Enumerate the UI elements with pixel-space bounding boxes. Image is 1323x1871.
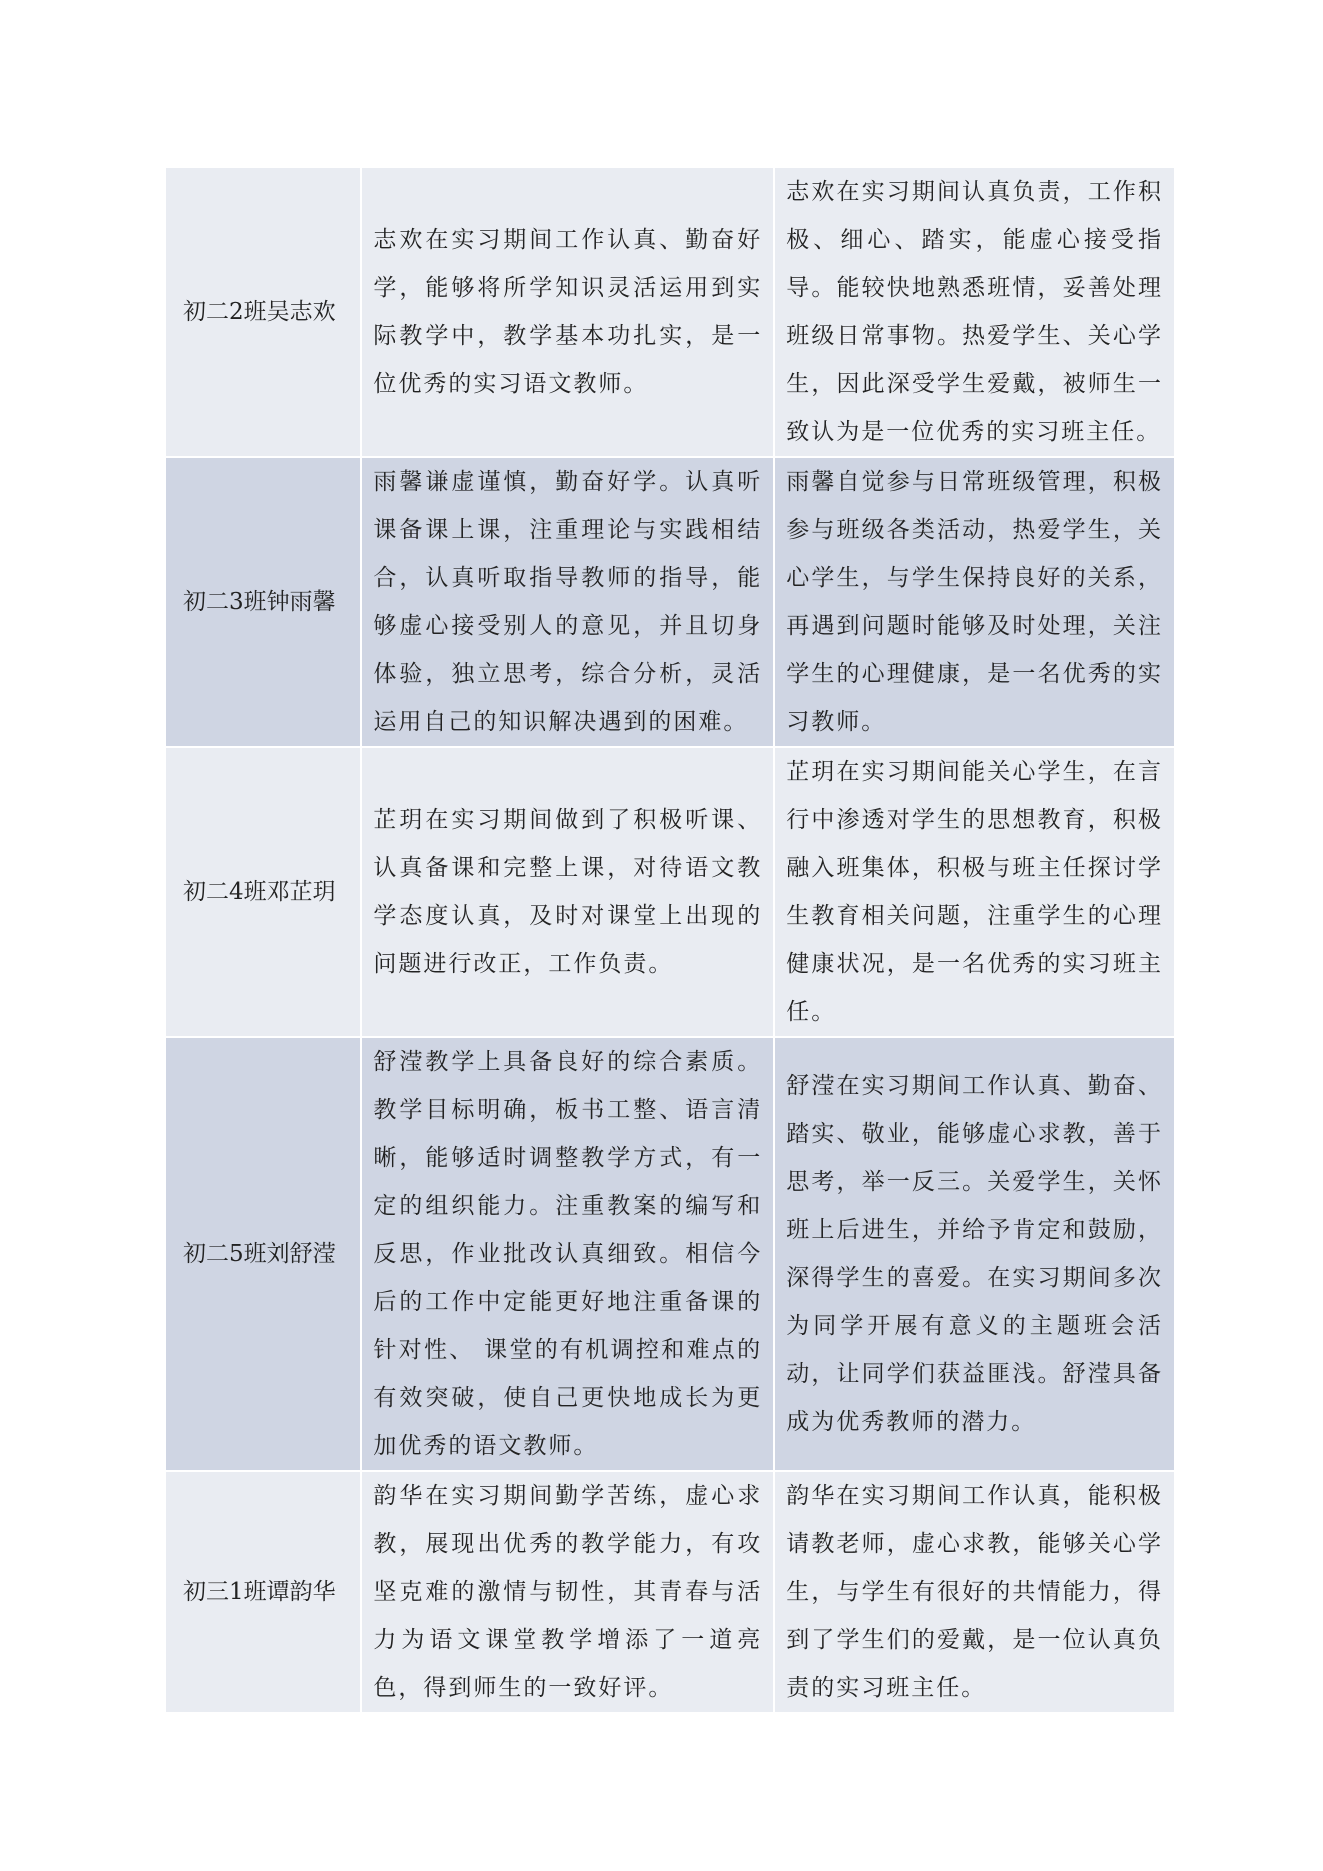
student-name-cell: 初二3班钟雨馨 xyxy=(166,458,360,746)
teaching-evaluation-cell: 韵华在实习期间勤学苦练，虚心求教，展现出优秀的教学能力，有攻坚克难的激情与韧性，其青春与活力为语文课堂教学增添了一道亮色，得到师生的一致好评。 xyxy=(362,1472,773,1712)
student-name-cell: 初二4班邓芷玥 xyxy=(166,748,360,1036)
table-row xyxy=(166,1472,1174,1712)
teaching-evaluation-cell: 志欢在实习期间工作认真、勤奋好学，能够将所学知识灵活运用到实际教学中，教学基本功扎实，是一位优秀的实习语文教师。 xyxy=(362,168,773,456)
table-row xyxy=(166,748,1174,1036)
teaching-evaluation-cell: 芷玥在实习期间做到了积极听课、认真备课和完整上课，对待语文教学态度认真，及时对课堂上出现的问题进行改正，工作负责。 xyxy=(362,748,773,1036)
table-row xyxy=(166,168,1174,456)
class-management-evaluation-cell: 舒滢在实习期间工作认真、勤奋、踏实、敬业，能够虚心求教，善于思考，举一反三。关爱学生，关怀班上后进生，并给予肯定和鼓励，深得学生的喜爱。在实习期间多次为同学开展有意义的主题班会活动，让同学们获益匪浅。舒滢具备成为优秀教师的潜力。 xyxy=(775,1038,1174,1470)
table-row xyxy=(166,458,1174,746)
student-name-cell: 初三1班谭韵华 xyxy=(166,1472,360,1712)
teaching-evaluation-cell: 舒滢教学上具备良好的综合素质。教学目标明确，板书工整、语言清晰，能够适时调整教学方式，有一定的组织能力。注重教案的编写和反思，作业批改认真细致。相信今后的工作中定能更好地注重备课的针对性、 课堂的有机调控和难点的有效突破，使自己更快地成长为更加优秀的语文教师。 xyxy=(362,1038,773,1470)
class-management-evaluation-cell: 韵华在实习期间工作认真，能积极请教老师，虚心求教，能够关心学生，与学生有很好的共情能力，得到了学生们的爱戴，是一位认真负责的实习班主任。 xyxy=(775,1472,1174,1712)
teaching-evaluation-cell: 雨馨谦虚谨慎，勤奋好学。认真听课备课上课，注重理论与实践相结合，认真听取指导教师的指导，能够虚心接受别人的意见，并且切身体验，独立思考，综合分析，灵活运用自己的知识解决遇到的困难。 xyxy=(362,458,773,746)
student-name-cell: 初二5班刘舒滢 xyxy=(166,1038,360,1470)
class-management-evaluation-cell: 志欢在实习期间认真负责，工作积极、细心、踏实，能虚心接受指导。能较快地熟悉班情，妥善处理班级日常事物。热爱学生、关心学生，因此深受学生爱戴，被师生一致认为是一位优秀的实习班主任。 xyxy=(775,168,1174,456)
table-row xyxy=(166,1038,1174,1470)
class-management-evaluation-cell: 芷玥在实习期间能关心学生，在言行中渗透对学生的思想教育，积极融入班集体，积极与班主任探讨学生教育相关问题，注重学生的心理健康状况，是一名优秀的实习班主任。 xyxy=(775,748,1174,1036)
class-management-evaluation-cell: 雨馨自觉参与日常班级管理，积极参与班级各类活动，热爱学生，关心学生，与学生保持良好的关系，再遇到问题时能够及时处理，关注学生的心理健康，是一名优秀的实习教师。 xyxy=(775,458,1174,746)
evaluation-table xyxy=(164,166,1176,1714)
student-name-cell: 初二2班吴志欢 xyxy=(166,168,360,456)
